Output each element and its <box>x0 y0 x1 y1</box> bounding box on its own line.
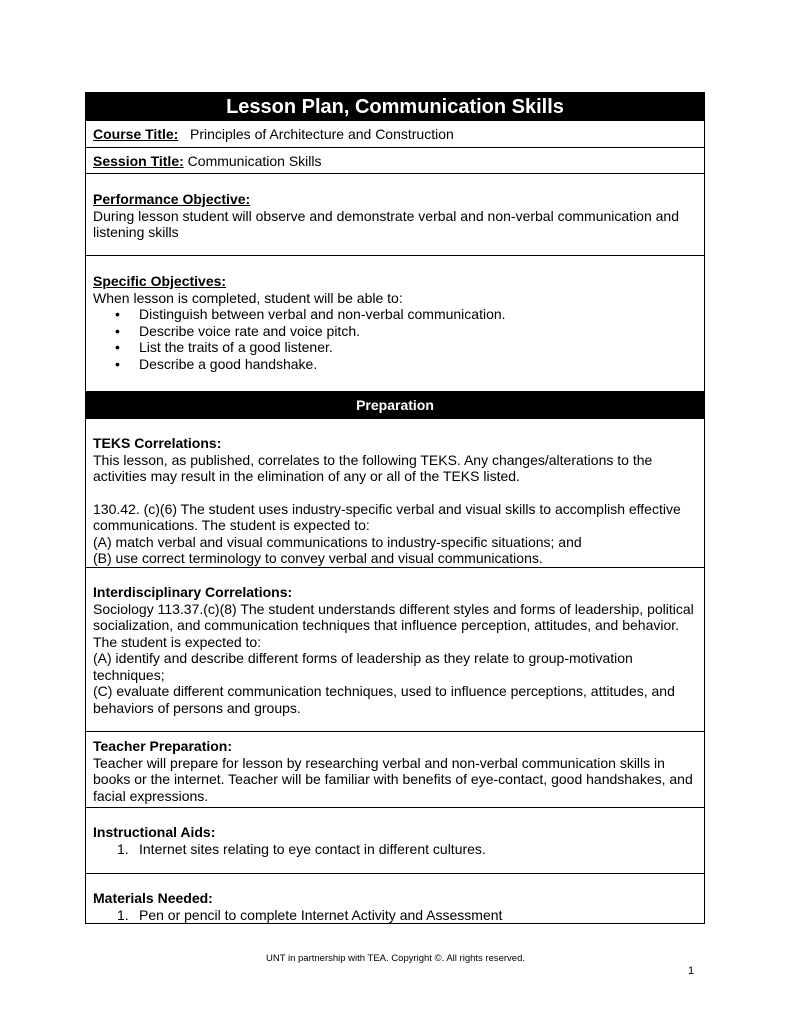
list-item: • List the traits of a good listener. <box>139 339 697 356</box>
lesson-plan-table <box>85 92 705 924</box>
materials-label: Materials Needed: <box>93 890 213 906</box>
teks-item-a: (A) match verbal and visual communications to industry-specific situations; and <box>93 533 582 550</box>
interdisciplinary-item-c: (C) evaluate different communication techniques, used to influence perceptions, attitudes, and behaviors of persons and groups. <box>93 683 675 716</box>
materials-section <box>86 874 704 923</box>
specific-objectives-intro: When lesson is completed, student will be able to: <box>93 289 403 306</box>
course-title-row <box>86 121 704 148</box>
teks-standard: 130.42. (c)(6) The student uses industry-specific verbal and visual skills to accomplish effective communications. The student is expected to: <box>93 500 681 533</box>
teacher-preparation-label: Teacher Preparation: <box>93 738 233 754</box>
specific-objectives-list <box>93 306 697 372</box>
teks-item-b: (B) use correct terminology to convey verbal and visual communications. <box>93 550 543 566</box>
session-title-row <box>86 148 704 174</box>
interdisciplinary-item-a: (A) identify and describe different forms of leadership as they relate to group-motivation techniques; <box>93 650 633 683</box>
session-title-value: Communication Skills <box>187 153 322 169</box>
materials-list <box>93 907 697 924</box>
performance-objective-text: During lesson student will observe and demonstrate verbal and non-verbal communication and listening skills <box>93 207 679 240</box>
list-item: • Describe voice rate and voice pitch. <box>139 323 697 340</box>
page-title: Lesson Plan, Communication Skills <box>86 93 704 121</box>
list-item: • Distinguish between verbal and non-verbal communication. <box>139 306 697 323</box>
list-item: 1. Internet sites relating to eye contact in different cultures. <box>117 840 486 857</box>
copyright-footer: UNT in partnership with TEA. Copyright ©. All rights reserved. <box>265 953 526 964</box>
instructional-aids-section <box>86 808 704 874</box>
page-number: 1 <box>688 965 695 977</box>
interdisciplinary-label: Interdisciplinary Correlations: <box>93 584 293 600</box>
session-title-label: Session Title: <box>93 153 184 169</box>
course-title-label: Course Title: <box>93 126 179 142</box>
instructional-aids-list <box>93 841 697 858</box>
interdisciplinary-standard: Sociology 113.37.(c)(8) The student understands different styles and forms of leadership, political socialization, and communication techniques that influence perception, attitudes, and behavior. The student is expected to: <box>93 600 694 650</box>
teks-intro: This lesson, as published, correlates to the following TEKS. Any changes/alterations to the activities may result in the elimination of any or all of the TEKS listed. <box>93 451 653 484</box>
list-item: • Describe a good handshake. <box>139 356 697 373</box>
course-title-value: Principles of Architecture and Construction <box>189 126 454 142</box>
performance-objective-label: Performance Objective: <box>93 191 251 207</box>
teks-section <box>86 419 704 568</box>
interdisciplinary-section <box>86 568 704 732</box>
teacher-preparation-text: Teacher will prepare for lesson by researching verbal and non-verbal communication skills in books or the internet. Teacher will be familiar with benefits of eye-contact, good handshakes, and facial expressions. <box>93 754 693 804</box>
instructional-aids-label: Instructional Aids: <box>93 824 216 840</box>
preparation-header: Preparation <box>86 392 704 419</box>
specific-objectives-section <box>86 256 704 392</box>
list-item: 1. Pen or pencil to complete Internet Activity and Assessment <box>117 906 503 923</box>
performance-objective-section <box>86 174 704 256</box>
teks-label: TEKS Correlations: <box>93 435 222 451</box>
teacher-preparation-section <box>86 732 704 808</box>
specific-objectives-label: Specific Objectives: <box>93 273 227 289</box>
